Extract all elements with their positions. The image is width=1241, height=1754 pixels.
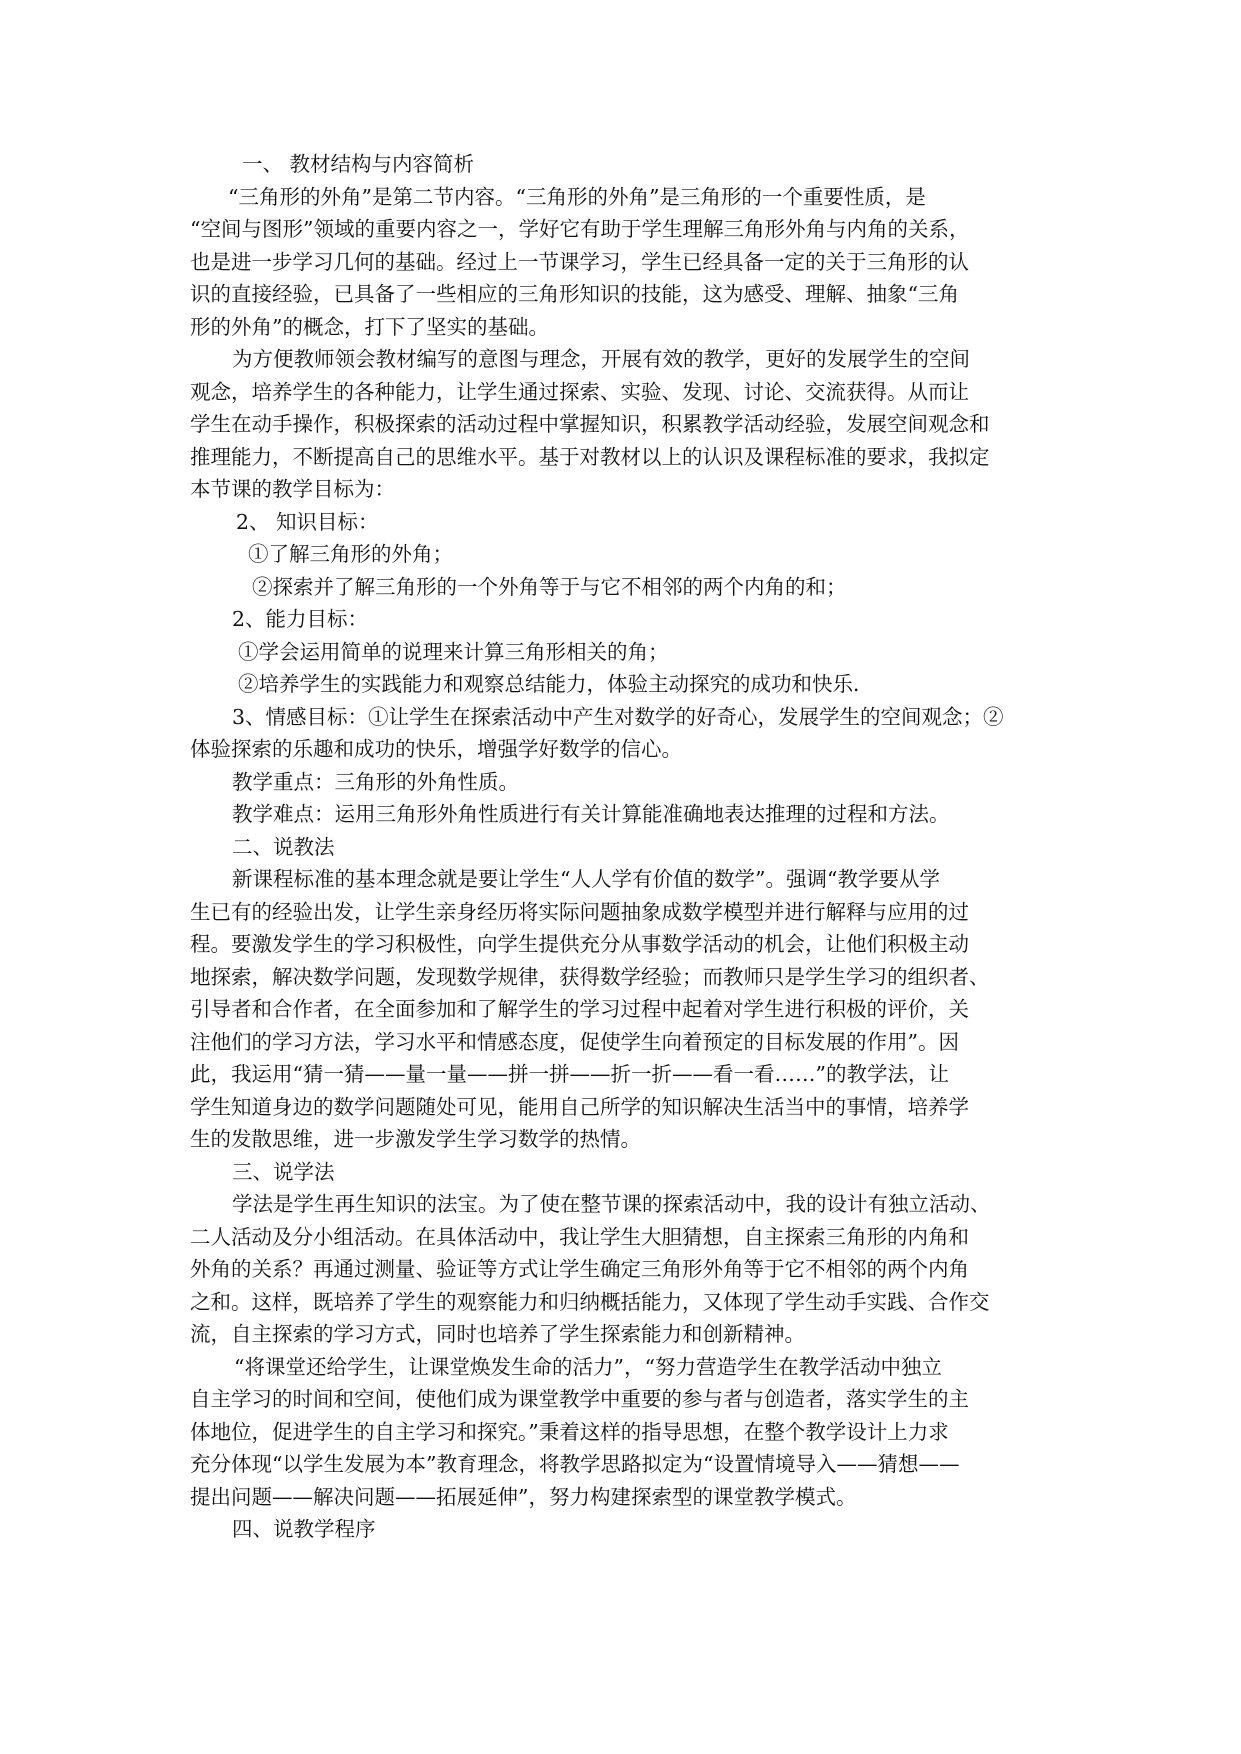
paragraph-line: 注他们的学习方法，学习水平和情感态度，促使学生向着预定的目标发展的作用”。因: [190, 1029, 959, 1054]
paragraph-line: 引导者和合作者，在全面参加和了解学生的学习过程中起着对学生进行积极的评价，关: [190, 997, 969, 1021]
subheading-knowledge-goals: 2、 知识目标：: [236, 509, 379, 534]
paragraph-line: 学生知道身边的数学问题随处可见，能用自己所学的知识解决生活当中的事情，培养学: [190, 1094, 969, 1119]
paragraph-line: 3、情感目标：①让学生在探索活动中产生对数学的好奇心，发展学生的空间观念；②: [232, 704, 1004, 729]
paragraph-line: 流，自主探索的学习方式，同时也培养了学生探索能力和创新精神。: [190, 1322, 805, 1346]
paragraph-line: 识的直接经验，已具备了一些相应的三角形知识的技能，这为感受、理解、抽象“三角: [190, 282, 959, 306]
paragraph-line: 为方便教师领会教材编写的意图与理念，开展有效的教学，更好的发展学生的空间: [232, 347, 970, 371]
list-item: ①学会运用简单的说理来计算三角形相关的角；: [238, 639, 669, 664]
paragraph-line: 学法是学生再生知识的法宝。为了使在整节课的探索活动中，我的设计有独立活动、: [232, 1192, 991, 1216]
teaching-difficulty: 教学难点：运用三角形外角性质进行有关计算能准确地表达推理的过程和方法。: [232, 802, 950, 826]
paragraph-line: 生的发散思维，进一步激发学生学习数学的热情。: [190, 1127, 641, 1151]
paragraph-line: “空间与图形”领域的重要内容之一，学好它有助于学生理解三角形外角与内角的关系，: [190, 217, 970, 241]
paragraph-line: 生已有的经验出发，让学生亲身经历将实际问题抽象成数学模型并进行解释与应用的过: [190, 899, 969, 924]
paragraph-line: 新课程标准的基本理念就是要让学生“人人学有价值的数学”。强调“教学要从学: [232, 867, 940, 891]
paragraph-line: 自主学习的时间和空间，使他们成为课堂教学中重要的参与者与创造者，落实学生的主: [190, 1387, 969, 1411]
list-item: ①了解三角形的外角；: [248, 542, 453, 566]
paragraph-line: 推理能力，不断提高自己的思维水平。基于对教材以上的认识及课程标准的要求，我拟定: [190, 444, 990, 469]
paragraph-line: 地探索，解决数学问题，发现数学规律，获得数学经验；而教师只是学生学习的组织者、: [190, 964, 990, 989]
paragraph-line: 本节课的教学目标为：: [190, 477, 395, 501]
paragraph-line: 学生在动手操作，积极探索的活动过程中掌握知识，积累教学活动经验，发展空间观念和: [190, 412, 990, 436]
subheading-ability-goals: 2、能力目标：: [232, 607, 369, 631]
section-heading-3: 三、说学法: [232, 1159, 335, 1184]
paragraph-line: “将课堂还给学生，让课堂焕发生命的活力”，“努力营造学生在教学活动中独立: [234, 1354, 942, 1379]
paragraph-line: 体验探索的乐趣和成功的快乐，增强学好数学的信心。: [190, 737, 682, 761]
teaching-key-point: 教学重点：三角形的外角性质。: [232, 769, 519, 794]
paragraph-line: 也是进一步学习几何的基础。经过上一节课学习，学生已经具备一定的关于三角形的认: [190, 249, 969, 274]
section-heading-4: 四、说教学程序: [232, 1517, 376, 1541]
paragraph-line: 程。要激发学生的学习积极性，向学生提供充分从事数学活动的机会，让他们积极主动: [190, 932, 969, 956]
paragraph-line: 体地位，促进学生的自主学习和探究。”秉着这样的指导思想，在整个教学设计上力求: [190, 1419, 949, 1444]
list-item: ②培养学生的实践能力和观察总结能力，体验主动探究的成功和快乐．: [238, 672, 874, 696]
paragraph-line: 观念，培养学生的各种能力，让学生通过探索、实验、发现、讨论、交流获得。从而让: [190, 379, 969, 404]
section-heading-2: 二、说教法: [232, 834, 335, 859]
paragraph-line: 此，我运用“猜一猜——量一量——拼一拼——折一折——看一看……”的教学法，让: [190, 1062, 949, 1086]
paragraph-line: 提出问题——解决问题——拓展延伸”，努力构建探索型的课堂教学模式。: [190, 1484, 857, 1509]
list-item: ②探索并了解三角形的一个外角等于与它不相邻的两个内角的和；: [252, 574, 847, 599]
paragraph-line: 二人活动及分小组活动。在具体活动中，我让学生大胆猜想，自主探索三角形的内角和: [190, 1224, 969, 1249]
paragraph-line: 形的外角”的概念，打下了坚实的基础。: [190, 314, 549, 339]
section-heading-1: 一、 教材结构与内容简析: [242, 152, 475, 176]
paragraph-line: 充分体现“以学生发展为本”教育理念，将教学思路拟定为“设置情境导入——猜想——: [190, 1452, 960, 1476]
document-body: [190, 148, 1060, 1546]
paragraph-line: 外角的关系？再通过测量、验证等方式让学生确定三角形外角等于它不相邻的两个内角: [190, 1257, 969, 1281]
paragraph-line: “三角形的外角”是第二节内容。“三角形的外角”是三角形的一个重要性质，是: [228, 184, 926, 209]
paragraph-line: 之和。这样，既培养了学生的观察能力和归纳概括能力，又体现了学生动手实践、合作交: [190, 1289, 990, 1314]
